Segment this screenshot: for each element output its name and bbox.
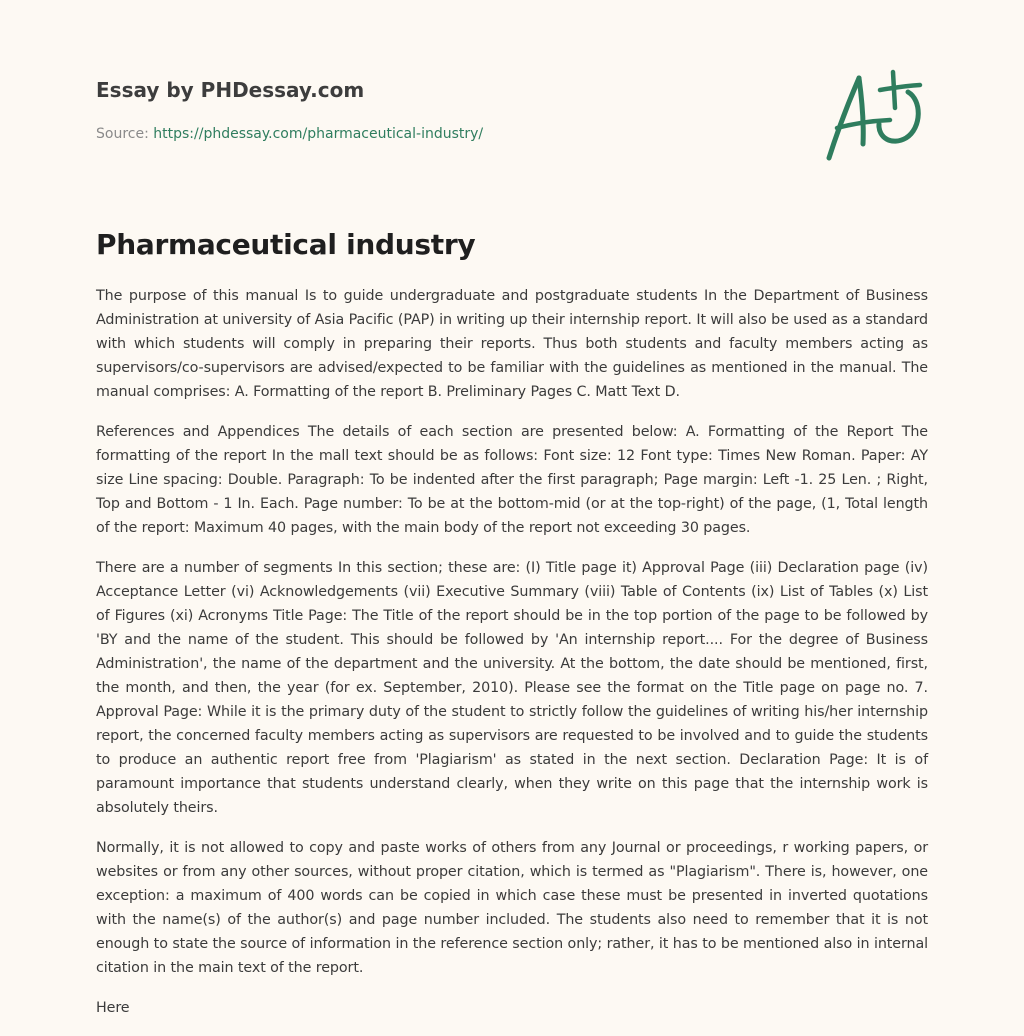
source-label: Source: — [96, 126, 154, 142]
a-plus-grade-icon — [822, 66, 928, 166]
source-link[interactable]: https://phdessay.com/pharmaceutical-industry/ — [153, 126, 484, 142]
page-header — [96, 76, 796, 144]
article-title: Pharmaceutical industry — [96, 228, 476, 261]
paragraph: Normally, it is not allowed to copy and paste works of others from any Journal or proceedings, r working papers, or websites or from any other sources, without proper citation, which is termed as "Plagiarism". There is, however, one exception: a maximum of 400 words can be copied in which case these must be presented in inverted quotations with the name(s) of the author(s) and page number included. The students also need to remember that it is not enough to state the source of information in the reference section only; rather, it has to be mentioned also in internal citation in the main text of the report. — [96, 840, 928, 976]
source-line — [96, 124, 796, 144]
paragraph: The purpose of this manual Is to guide undergraduate and postgraduate students In the Department of Business Administration at university of Asia Pacific (PAP) in writing up their internship report. It will also be used as a standard with which students will comply in preparing their reports. Thus both students and faculty members acting as supervisors/co-supervisors are advised/expected to be familiar with the guidelines as mentioned in the manual. The manual comprises: A. Formatting of the report B. Preliminary Pages C. Matt Text D. — [96, 288, 928, 400]
paragraph: Here — [96, 1000, 130, 1016]
brand-title: Essay by PHDessay.com — [96, 78, 365, 102]
paragraph: References and Appendices The details of each section are presented below: A. Formatting of the Report The formatting of the report In the mall text should be as follows: Font size: 12 Font type: Times New Roman. Paper: AY size Line spacing: Double. Paragraph: To be indented after the first paragraph; Page margin: Left -1. 25 Len. ; Right, Top and Bottom - 1 In. Each. Page number: To be at the bottom-mid (or at the top-right) of the page, (1, Total length of the report: Maximum 40 pages, with the main body of the report not exceeding 30 pages. — [96, 424, 928, 536]
article-body — [96, 284, 928, 1036]
paragraph: There are a number of segments In this section; these are: (I) Title page it) Approval Page (iii) Declaration page (iv) Acceptance Letter (vi) Acknowledgements (vii) Executive Summary (viii) Table of Contents (ix) List of Tables (x) List of Figures (xi) Acronyms Title Page: The Title of the report should be in the top portion of the page to be followed by 'BY and the name of the student. This should be followed by 'An internship report.... For the degree of Business Administration', the name of the department and the university. At the bottom, the date should be mentioned, first, the month, and then, the year (for ex. September, 2010). Please see the format on the Title page on page no. 7. Approval Page: While it is the primary duty of the student to strictly follow the guidelines of writing his/her internship report, the concerned faculty members acting as supervisors are requested to be involved and to guide the students to produce an authentic report free from 'Plagiarism' as stated in the next section. Declaration Page: It is of paramount importance that students understand clearly, when they write on this page that the internship work is absolutely theirs. — [96, 560, 928, 816]
